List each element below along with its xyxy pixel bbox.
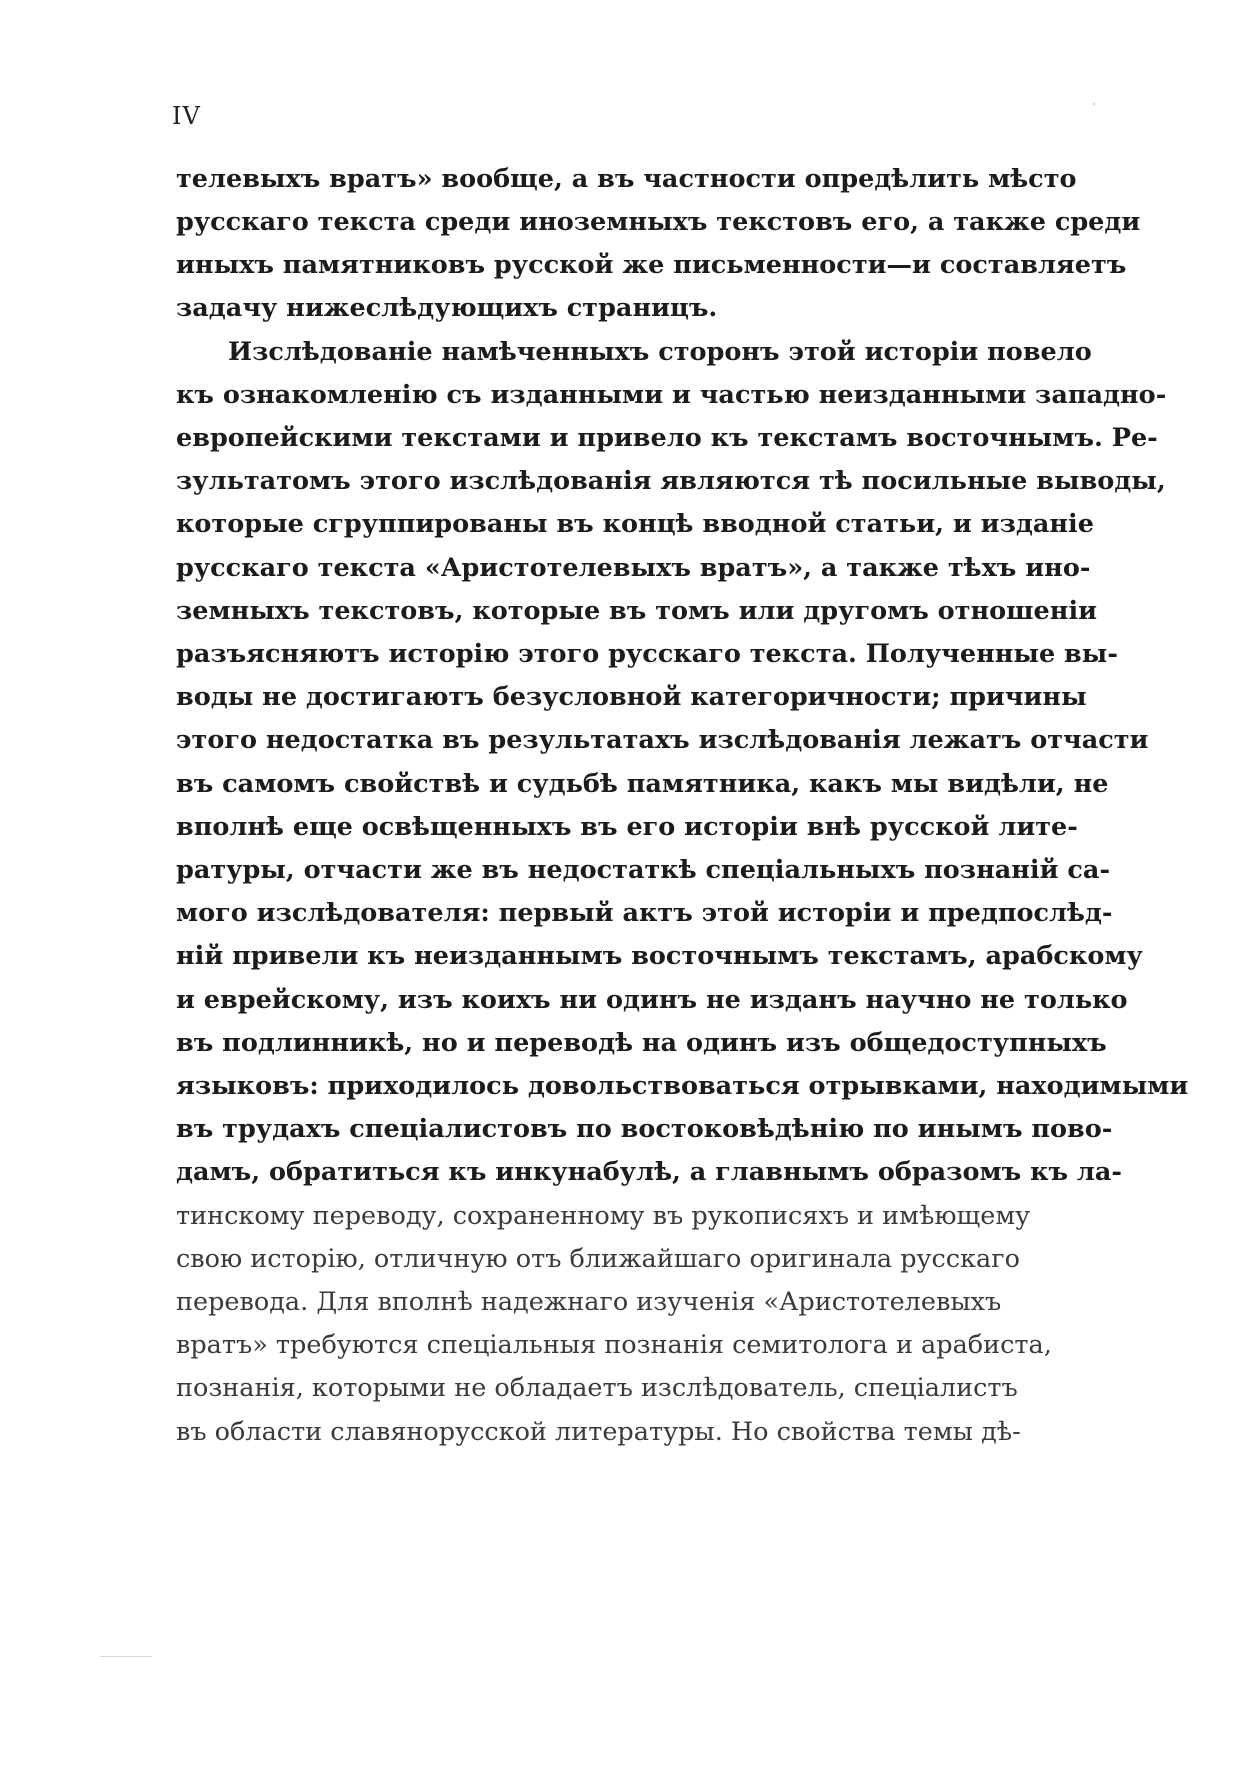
text-line: ній привели къ неизданнымъ восточнымъ текстамъ, арабскому xyxy=(176,941,1143,971)
text-line: европейскими текстами и привело къ текстамъ восточнымъ. Ре- xyxy=(176,423,1158,453)
text-line: дамъ, обратиться къ инкунабулѣ, а главнымъ образомъ къ ла- xyxy=(176,1157,1123,1187)
text-line: которые сгруппированы въ концѣ вводной статьи, и изданіе xyxy=(176,509,1094,539)
paragraph-first-line: Изслѣдованіе намѣченныхъ сторонъ этой исторіи повело xyxy=(228,337,1092,367)
page-number: IV xyxy=(172,102,201,130)
scan-edge-mark xyxy=(100,1656,152,1657)
text-line: перевода. Для вполнѣ надежнаго изученія «Аристотелевыхъ xyxy=(176,1287,1002,1317)
text-line: этого недостатка въ результатахъ изслѣдованія лежатъ отчасти xyxy=(176,725,1149,755)
text-line: земныхъ текстовъ, которые въ томъ или другомъ отношеніи xyxy=(176,596,1098,626)
text-line: къ ознакомленію съ изданными и частью неизданными западно- xyxy=(176,380,1167,410)
text-line: мого изслѣдователя: первый актъ этой исторіи и предпослѣд- xyxy=(176,898,1113,928)
text-line: въ самомъ свойствѣ и судьбѣ памятника, какъ мы видѣли, не xyxy=(176,769,1109,799)
text-line: разъясняютъ исторію этого русскаго текста. Полученные вы- xyxy=(176,639,1118,669)
text-line: вполнѣ еще освѣщенныхъ въ его исторіи внѣ русской лите- xyxy=(176,812,1078,842)
text-line: въ подлинникѣ, но и переводѣ на одинъ изъ общедоступныхъ xyxy=(176,1028,1107,1058)
text-line: вратъ» требуются спеціальныя познанія семитолога и арабиста, xyxy=(176,1330,1052,1360)
text-line: тинскому переводу, сохраненному въ рукописяхъ и имѣющему xyxy=(176,1201,1031,1231)
text-line: свою исторію, отличную отъ ближайшаго оригинала русскаго xyxy=(176,1244,1020,1274)
text-line: телевыхъ вратъ» вообще, а въ частности опредѣлить мѣсто xyxy=(176,164,1077,194)
text-line: русскаго текста среди иноземныхъ текстовъ его, а также среди xyxy=(176,207,1141,237)
text-line: воды не достигаютъ безусловной категоричности; причины xyxy=(176,682,1087,712)
text-line: познанія, которыми не обладаетъ изслѣдователь, спеціалистъ xyxy=(176,1373,1018,1403)
scan-speck xyxy=(1093,103,1095,105)
text-line: русскаго текста «Аристотелевыхъ вратъ», а также тѣхъ ино- xyxy=(176,553,1091,583)
text-line: ратуры, отчасти же въ недостаткѣ спеціальныхъ познаній са- xyxy=(176,855,1111,885)
text-line: задачу нижеслѣдующихъ страницъ. xyxy=(176,293,718,323)
text-line: зультатомъ этого изслѣдованія являются тѣ посильные выводы, xyxy=(176,466,1166,496)
text-line: иныхъ памятниковъ русской же письменности—и составляетъ xyxy=(176,250,1127,280)
text-line: языковъ: приходилось довольствоваться отрывками, находимыми xyxy=(176,1071,1189,1101)
text-line: въ области славянорусской литературы. Но свойства темы дѣ- xyxy=(176,1417,1021,1447)
text-line: и еврейскому, изъ коихъ ни одинъ не изданъ научно не только xyxy=(176,985,1128,1015)
text-line: въ трудахъ спеціалистовъ по востоковѣдѣнію по инымъ пово- xyxy=(176,1114,1113,1144)
